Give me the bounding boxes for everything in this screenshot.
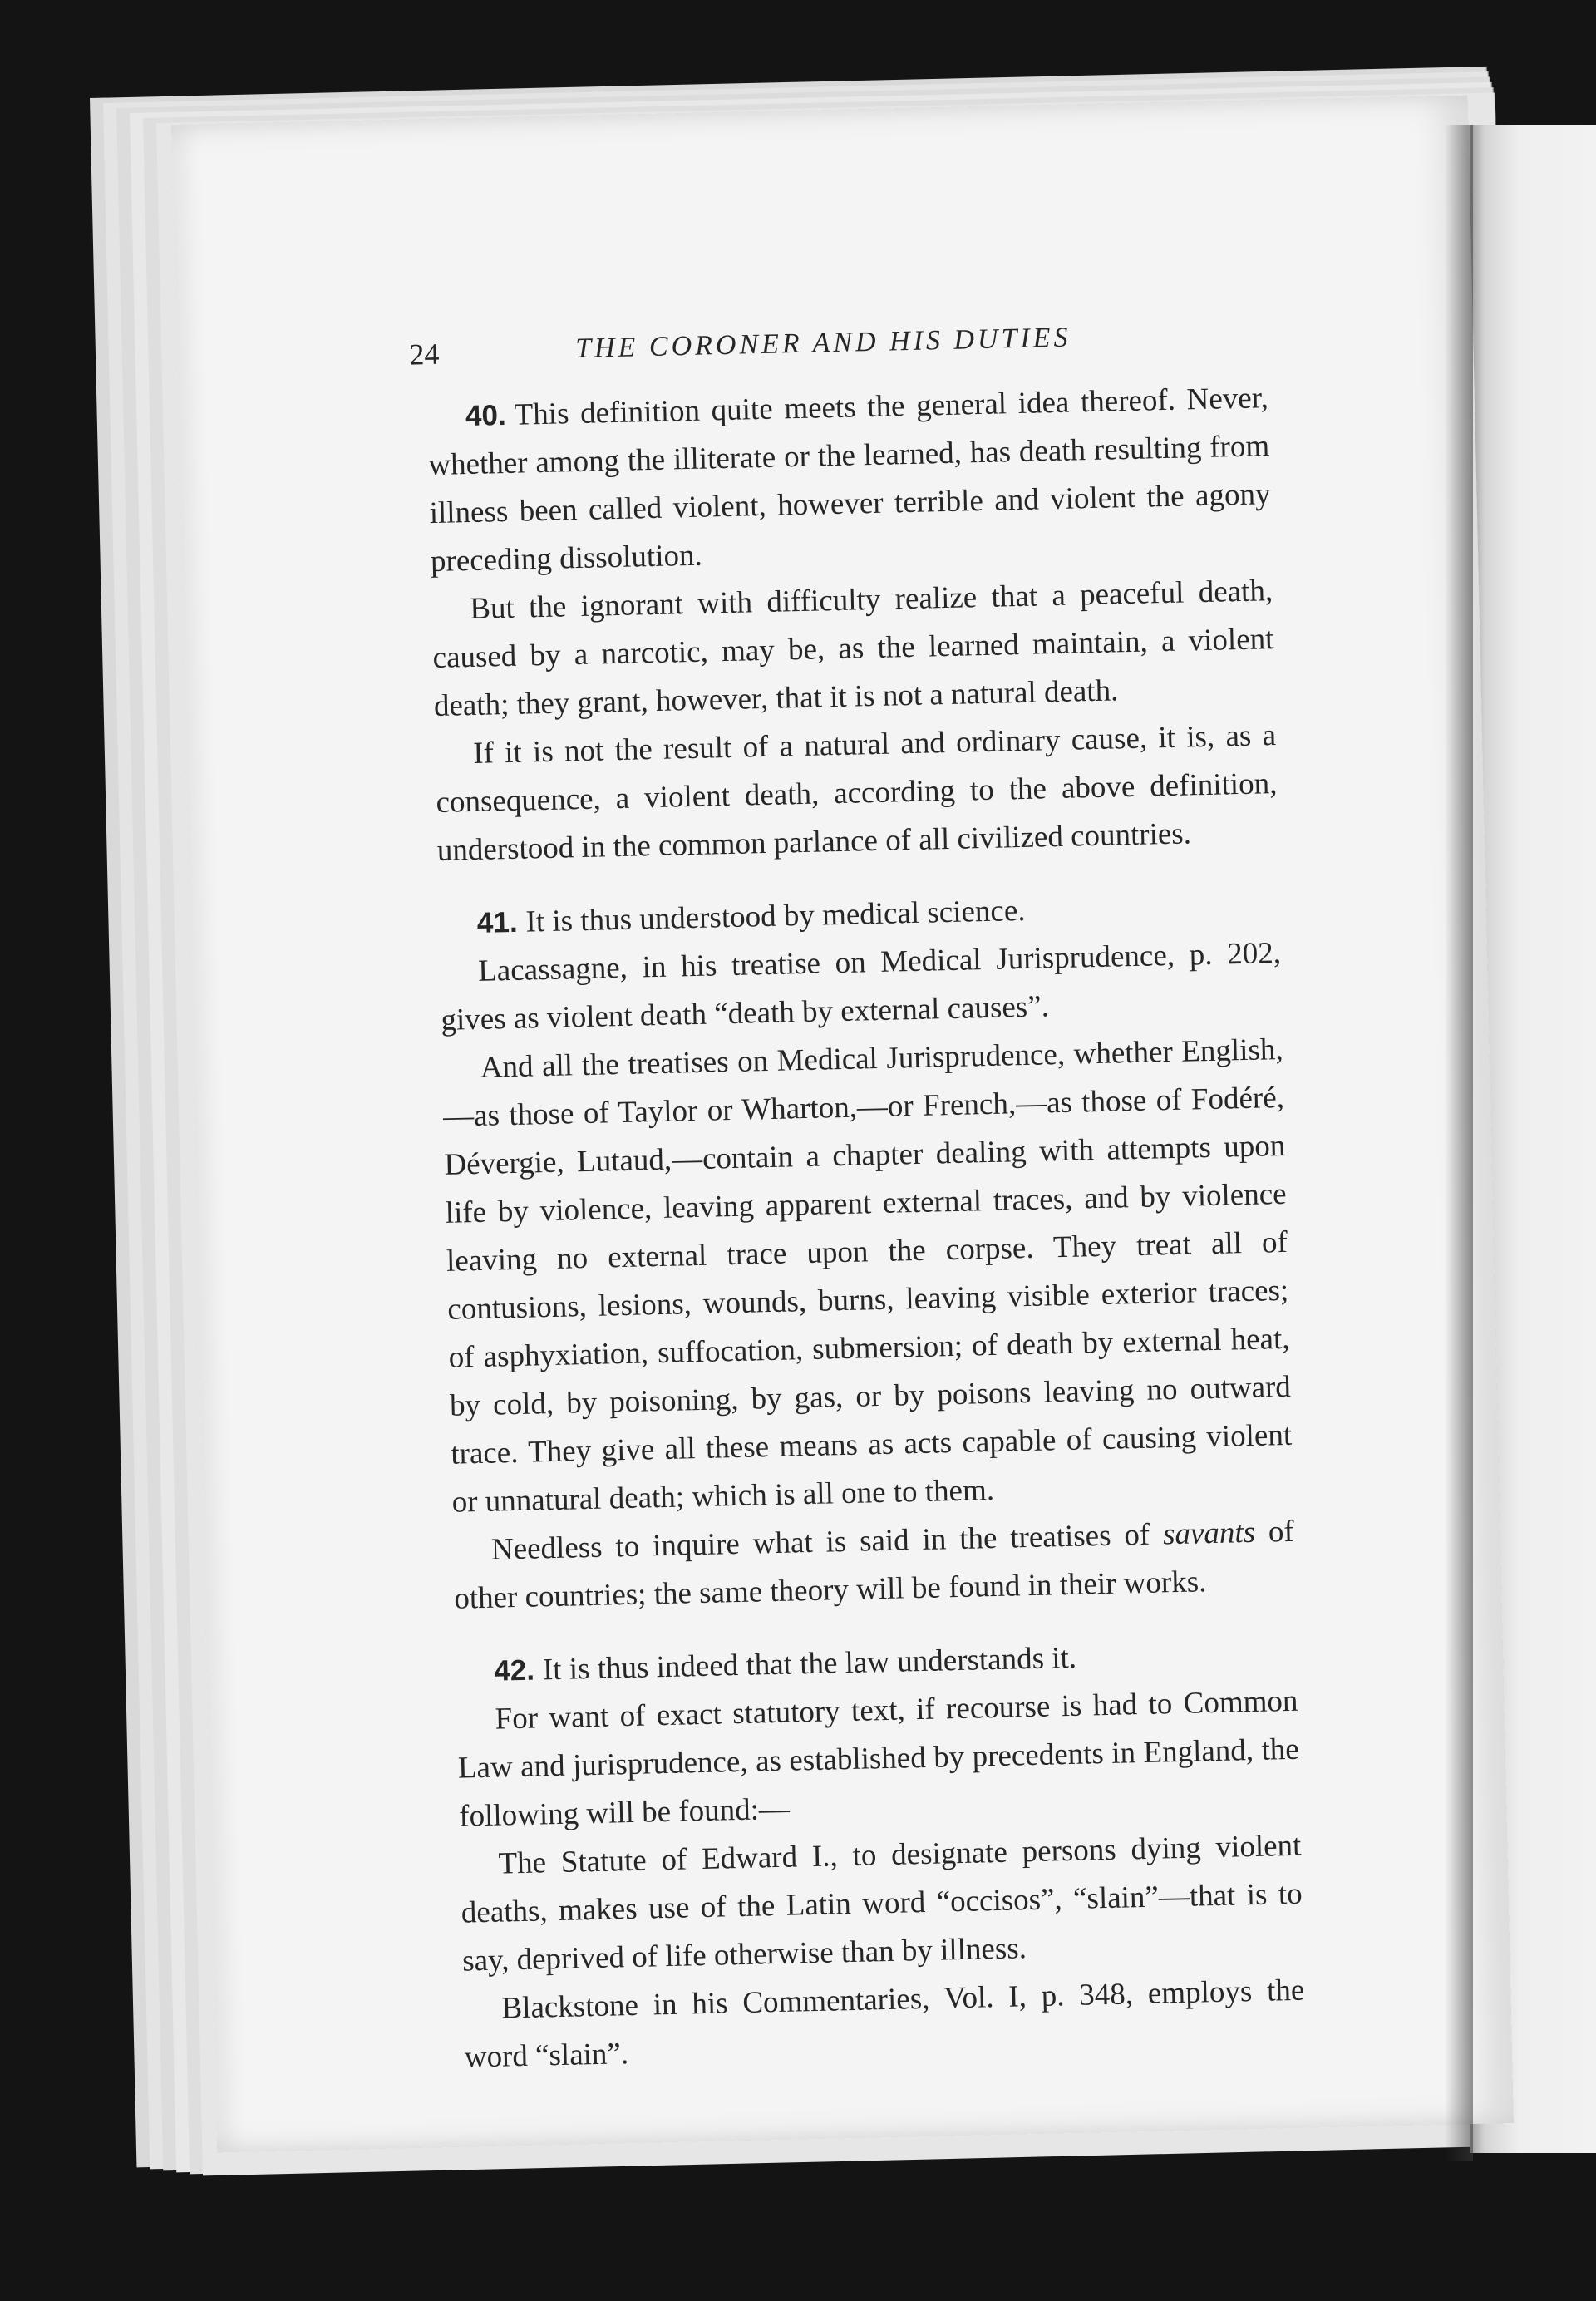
paragraph-text: The Statute of Edward I., to designate persons dying violent deaths, makes use of the Latin word “occisos”, “slain”—that is to say, deprived of life otherwise than by illness.: [461, 1828, 1303, 1978]
paragraph: [460, 1822, 1304, 1986]
paragraph-text: But the ignorant with difficulty realize that a peaceful death, caused by a narcotic, may be, as the learned maintain, a violent death; they grant, however, that it is not a natural death.: [432, 574, 1274, 724]
book-gutter: [1445, 125, 1473, 2161]
italic-term: savants: [1162, 1515, 1256, 1552]
paragraph-text: Lacassagne, in his treatise on Medical Jurisprudence, p. 202, gives as violent death “death by external causes”.: [441, 935, 1282, 1037]
paragraph: [456, 1678, 1301, 1841]
paragraph-text: And all the treatises on Medical Jurisprudence, whether English,—as those of Taylor or Wharton,—or French,—as those of Fodéré, Dévergie, Lutaud,—contain a chapter dealing with attempts upon life by violence, leaving apparent external traces, and by violence leaving no external trace upon the corpse. They treat all of contusions, lesions, wounds, burns, leaving visible exterior traces; of asphyxiation, suffocation, submersion; of death by external heat, by cold, by poisoning, by gas, or by poisons leaving no outward trace. They give all these means as acts capable of causing violent or unnatural death; which is all one to them.: [442, 1032, 1293, 1520]
paragraph-text: Blackstone in his Commentaries, Vol. I, p. 348, employs the word “slain”.: [464, 1973, 1305, 2075]
paragraph: [452, 1508, 1295, 1624]
paragraph: [463, 1967, 1306, 2082]
paragraph-text: It is thus indeed that the law understands it.: [542, 1640, 1077, 1688]
paragraph: [435, 712, 1279, 875]
running-head: THE CORONER AND HIS DUTIES: [574, 322, 1071, 365]
paragraph-text: of other countries; the same theory will be found in their works.: [453, 1514, 1295, 1616]
page-number: 24: [408, 337, 440, 372]
page-header: [409, 313, 1474, 387]
section-number: 41.: [476, 905, 518, 939]
paragraph-40: [426, 374, 1272, 586]
section-number: 40.: [465, 398, 507, 433]
section-number: 42.: [493, 1653, 535, 1688]
paragraph: [440, 929, 1283, 1045]
paragraph: [441, 1026, 1293, 1527]
paragraph-text: For want of exact statutory text, if recourse is had to Common Law and jurisprudence, as established by precedents in England, the following will be found:—: [457, 1683, 1300, 1834]
paragraph: [431, 567, 1276, 731]
paragraph-text: If it is not the result of a natural and ordinary cause, it is, as a consequence, a violent death, according to the above definition, understood in the common parlance of all civilized countries.: [436, 718, 1278, 868]
page-body: [426, 374, 1306, 2082]
paragraph-text: Needless to inquire what is said in the treatises of: [490, 1517, 1164, 1567]
paragraph-text: It is thus understood by medical science.: [525, 893, 1026, 939]
book-page: [171, 96, 1514, 2153]
paragraph-text: This definition quite meets the general idea thereof. Never, whether among the illiterate or the learned, has death resulting from illness been called violent, however terrible and violent the agony preceding dissolution.: [427, 381, 1271, 579]
